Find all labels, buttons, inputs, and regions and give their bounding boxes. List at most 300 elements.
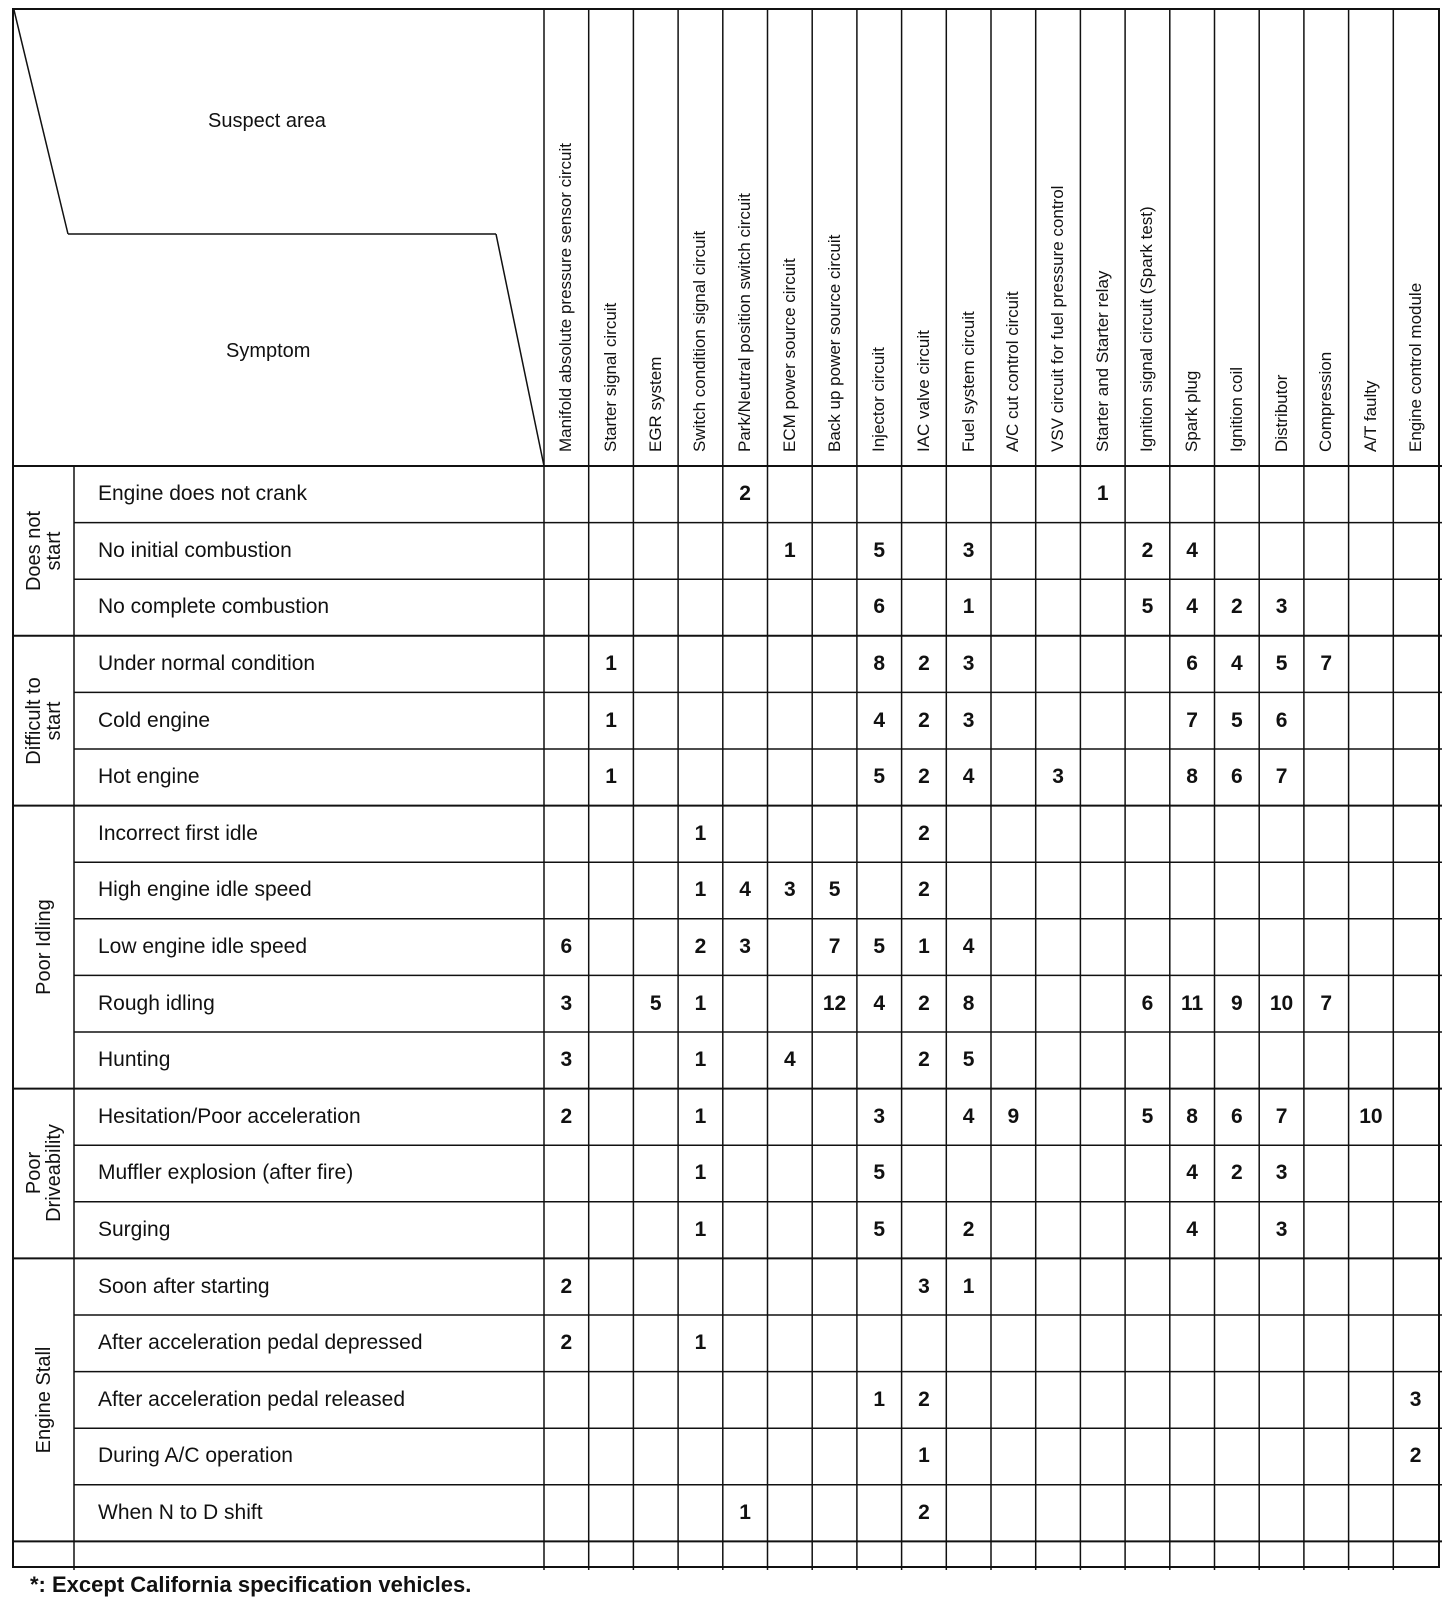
- symptom-label: Soon after starting: [98, 1274, 270, 1298]
- priority-cell: [1215, 919, 1260, 976]
- priority-cell: 2: [918, 765, 930, 789]
- priority-cell: [1036, 1145, 1081, 1202]
- priority-cell: 2: [560, 1104, 573, 1128]
- priority-cell: 1: [784, 538, 796, 562]
- priority-cell: [902, 1315, 947, 1372]
- symptom-group-text: Engine Stall: [33, 1346, 55, 1454]
- symptom-group-text: Difficult to start: [23, 676, 65, 765]
- priority-cell: [1304, 1485, 1349, 1542]
- priority-cell: 2: [1231, 1161, 1243, 1185]
- column-header: [1125, 10, 1170, 476]
- priority-cell: [589, 1315, 634, 1372]
- priority-cell: [768, 1315, 813, 1372]
- priority-cell: 4: [1186, 1161, 1198, 1185]
- priority-cell: [1170, 1032, 1215, 1089]
- priority-cell: 6: [560, 935, 573, 959]
- priority-cell: [1304, 1428, 1349, 1485]
- priority-cell: 4: [962, 765, 975, 789]
- priority-cell: [633, 1258, 678, 1315]
- priority-cell: [589, 1145, 634, 1202]
- priority-cell: [544, 692, 589, 749]
- priority-cell: 4: [962, 1104, 975, 1128]
- column-header-label: Park/Neutral position switch circuit: [735, 193, 755, 452]
- column-header-label: Distributor: [1271, 374, 1291, 452]
- symptom-label: Under normal condition: [98, 652, 316, 676]
- priority-cell: [1125, 1032, 1170, 1089]
- symptom-label: Low engine idle speed: [98, 935, 307, 959]
- column-header: [1036, 10, 1081, 476]
- priority-cell: [812, 692, 857, 749]
- priority-cell: [812, 1372, 857, 1429]
- priority-cell: [991, 806, 1036, 863]
- priority-cell: [1036, 1202, 1081, 1259]
- symptom-label: Cold engine: [98, 708, 211, 732]
- priority-cell: [723, 1258, 768, 1315]
- symptom-label: Muffler explosion (after fire): [98, 1161, 354, 1185]
- priority-cell: 10: [1269, 991, 1294, 1015]
- priority-cell: [1259, 1485, 1304, 1542]
- priority-cell: [589, 1258, 634, 1315]
- priority-cell: [768, 1428, 813, 1485]
- priority-cell: 2: [918, 652, 930, 676]
- priority-cell: 7: [1320, 652, 1333, 676]
- column-header: [544, 10, 589, 476]
- priority-cell: 6: [1231, 1104, 1243, 1128]
- priority-cell: 2: [1231, 595, 1243, 619]
- priority-cell: [1304, 692, 1349, 749]
- priority-cell: [1080, 1485, 1125, 1542]
- column-header: [857, 10, 902, 476]
- priority-cell: [1393, 636, 1438, 693]
- priority-cell: [1036, 1428, 1081, 1485]
- priority-cell: [1080, 862, 1125, 919]
- priority-cell: [1080, 749, 1125, 806]
- priority-cell: [1215, 1202, 1260, 1259]
- priority-cell: [633, 806, 678, 863]
- priority-cell: 3: [1275, 1218, 1288, 1242]
- symptom-label: After acceleration pedal released: [98, 1387, 406, 1411]
- priority-cell: [991, 919, 1036, 976]
- priority-cell: [1125, 919, 1170, 976]
- priority-cell: 1: [694, 1104, 707, 1128]
- priority-cell: [991, 1032, 1036, 1089]
- priority-cell: [812, 1145, 857, 1202]
- priority-cell: [857, 806, 902, 863]
- priority-cell: 4: [1231, 652, 1243, 676]
- priority-cell: [678, 692, 723, 749]
- priority-cell: [1215, 1032, 1260, 1089]
- priority-cell: [1036, 1089, 1081, 1146]
- priority-cell: [589, 1428, 634, 1485]
- priority-cell: [1080, 919, 1125, 976]
- symptom-label: Incorrect first idle: [98, 821, 258, 845]
- priority-cell: [1393, 579, 1438, 636]
- priority-cell: [1349, 1258, 1394, 1315]
- priority-cell: [1393, 692, 1438, 749]
- priority-cell: 2: [1409, 1444, 1422, 1468]
- priority-cell: [1170, 862, 1215, 919]
- priority-cell: [723, 1032, 768, 1089]
- priority-cell: [812, 1315, 857, 1372]
- priority-cell: [723, 806, 768, 863]
- priority-cell: [723, 1372, 768, 1429]
- priority-cell: [544, 1485, 589, 1542]
- priority-cell: [544, 1372, 589, 1429]
- priority-cell: 1: [918, 1444, 930, 1468]
- priority-cell: [857, 466, 902, 523]
- priority-cell: [1036, 975, 1081, 1032]
- priority-cell: [633, 636, 678, 693]
- priority-cell: [589, 1089, 634, 1146]
- priority-cell: [723, 579, 768, 636]
- priority-cell: [1036, 466, 1081, 523]
- priority-cell: 1: [1096, 482, 1109, 506]
- priority-cell: [589, 1032, 634, 1089]
- priority-cell: 3: [1052, 765, 1064, 789]
- priority-cell: [1125, 1315, 1170, 1372]
- priority-cell: [1304, 1032, 1349, 1089]
- priority-cell: [1125, 1258, 1170, 1315]
- priority-cell: 11: [1181, 991, 1204, 1015]
- priority-cell: [589, 579, 634, 636]
- priority-cell: [812, 1202, 857, 1259]
- column-header-label: A/C cut control circuit: [1003, 291, 1023, 452]
- priority-cell: [633, 919, 678, 976]
- priority-cell: [678, 523, 723, 580]
- priority-cell: [768, 806, 813, 863]
- priority-cell: [1304, 1315, 1349, 1372]
- priority-cell: 9: [1231, 991, 1243, 1015]
- priority-cell: [1215, 1428, 1260, 1485]
- column-header: [589, 10, 634, 476]
- priority-cell: [1036, 636, 1081, 693]
- column-header-label: Spark plug: [1182, 370, 1202, 452]
- priority-cell: [723, 692, 768, 749]
- priority-cell: 1: [873, 1387, 886, 1411]
- priority-cell: 3: [1409, 1387, 1422, 1411]
- priority-cell: [1393, 1485, 1438, 1542]
- priority-cell: [1080, 692, 1125, 749]
- priority-cell: 4: [1186, 538, 1198, 562]
- priority-cell: [1349, 1202, 1394, 1259]
- priority-cell: [544, 579, 589, 636]
- priority-cell: [991, 975, 1036, 1032]
- priority-cell: 5: [873, 1161, 886, 1185]
- priority-cell: [1304, 1258, 1349, 1315]
- priority-cell: [1259, 806, 1304, 863]
- priority-cell: [1036, 919, 1081, 976]
- priority-cell: [1304, 862, 1349, 919]
- priority-cell: [1304, 919, 1349, 976]
- priority-cell: [857, 1315, 902, 1372]
- priority-cell: [1349, 579, 1394, 636]
- column-header-label: Compression: [1316, 351, 1336, 452]
- priority-cell: [678, 1258, 723, 1315]
- priority-cell: [1349, 919, 1394, 976]
- priority-cell: [589, 1372, 634, 1429]
- priority-cell: [768, 636, 813, 693]
- priority-cell: [633, 1202, 678, 1259]
- priority-cell: [1080, 1145, 1125, 1202]
- priority-cell: [768, 579, 813, 636]
- priority-cell: [1393, 1202, 1438, 1259]
- priority-cell: [857, 1428, 902, 1485]
- symptom-label: No initial combustion: [98, 538, 292, 562]
- priority-cell: [1393, 806, 1438, 863]
- priority-cell: [544, 523, 589, 580]
- symptom-label: Engine does not crank: [98, 482, 307, 506]
- priority-cell: 2: [918, 708, 930, 732]
- priority-cell: [991, 1372, 1036, 1429]
- priority-cell: [1393, 1258, 1438, 1315]
- priority-cell: [1080, 1428, 1125, 1485]
- priority-cell: 3: [560, 1048, 573, 1072]
- priority-cell: [1304, 466, 1349, 523]
- priority-cell: [1259, 919, 1304, 976]
- priority-cell: 5: [962, 1048, 975, 1072]
- priority-cell: [1170, 1315, 1215, 1372]
- priority-cell: [1215, 523, 1260, 580]
- column-header: [1349, 10, 1394, 476]
- symptom-group-label: [14, 1089, 74, 1259]
- priority-cell: [1080, 1258, 1125, 1315]
- priority-cell: [589, 806, 634, 863]
- priority-cell: [768, 1372, 813, 1429]
- priority-cell: [768, 692, 813, 749]
- priority-cell: [812, 466, 857, 523]
- priority-cell: [589, 1485, 634, 1542]
- priority-cell: [589, 919, 634, 976]
- priority-cell: [678, 1372, 723, 1429]
- priority-cell: [1259, 862, 1304, 919]
- priority-cell: [678, 636, 723, 693]
- priority-cell: [991, 1428, 1036, 1485]
- column-header: [991, 10, 1036, 476]
- priority-cell: 2: [560, 1274, 573, 1298]
- column-header-label: A/T faulty: [1360, 380, 1380, 452]
- priority-cell: [1304, 749, 1349, 806]
- priority-cell: [678, 1428, 723, 1485]
- priority-cell: [768, 749, 813, 806]
- priority-cell: [1080, 1372, 1125, 1429]
- priority-cell: 5: [873, 765, 886, 789]
- priority-cell: [1215, 806, 1260, 863]
- priority-cell: [768, 1145, 813, 1202]
- priority-cell: [1215, 466, 1260, 523]
- column-header: [1393, 10, 1438, 476]
- priority-cell: 1: [694, 991, 707, 1015]
- priority-cell: 3: [560, 991, 573, 1015]
- priority-cell: [812, 636, 857, 693]
- priority-cell: 3: [918, 1274, 930, 1298]
- priority-cell: [1215, 1372, 1260, 1429]
- column-header-label: VSV circuit for fuel pressure control: [1048, 185, 1068, 452]
- priority-cell: [1393, 1032, 1438, 1089]
- priority-cell: 1: [694, 821, 707, 845]
- priority-cell: [1080, 579, 1125, 636]
- priority-cell: [1080, 1089, 1125, 1146]
- priority-cell: [544, 1145, 589, 1202]
- priority-cell: [991, 1485, 1036, 1542]
- priority-cell: [1349, 523, 1394, 580]
- column-header-label: Starter and Starter relay: [1092, 270, 1112, 452]
- symptom-label: Hunting: [98, 1048, 171, 1072]
- priority-cell: 6: [1231, 765, 1243, 789]
- priority-cell: [1036, 1032, 1081, 1089]
- priority-cell: [857, 1485, 902, 1542]
- priority-cell: [1080, 1202, 1125, 1259]
- priority-cell: 10: [1359, 1104, 1383, 1128]
- priority-cell: 2: [918, 1048, 930, 1072]
- priority-cell: [768, 919, 813, 976]
- priority-cell: [991, 692, 1036, 749]
- priority-cell: [1349, 636, 1394, 693]
- priority-cell: [1215, 1258, 1260, 1315]
- priority-cell: [857, 1032, 902, 1089]
- priority-cell: [991, 1145, 1036, 1202]
- priority-cell: [589, 523, 634, 580]
- priority-cell: [857, 1258, 902, 1315]
- priority-cell: 5: [1231, 708, 1243, 732]
- priority-cell: [544, 466, 589, 523]
- column-header-label: Engine control module: [1405, 282, 1425, 452]
- priority-cell: [1125, 466, 1170, 523]
- priority-cell: [1170, 1372, 1215, 1429]
- priority-cell: 5: [828, 878, 841, 902]
- priority-cell: 5: [649, 991, 662, 1015]
- priority-cell: [1259, 523, 1304, 580]
- symptom-group-label: [14, 466, 74, 636]
- priority-cell: [768, 466, 813, 523]
- priority-cell: [544, 749, 589, 806]
- column-header-label: Injector circuit: [869, 347, 889, 452]
- priority-cell: [991, 579, 1036, 636]
- priority-cell: [544, 862, 589, 919]
- priority-cell: [633, 1485, 678, 1542]
- priority-cell: 7: [1320, 991, 1333, 1015]
- priority-cell: [1349, 692, 1394, 749]
- priority-cell: 5: [1141, 1104, 1154, 1128]
- priority-cell: [723, 749, 768, 806]
- priority-cell: [946, 806, 991, 863]
- priority-cell: 2: [918, 1387, 930, 1411]
- priority-cell: [544, 1202, 589, 1259]
- priority-cell: [946, 1372, 991, 1429]
- priority-cell: [1036, 862, 1081, 919]
- priority-cell: 7: [1275, 765, 1288, 789]
- priority-cell: 3: [962, 652, 975, 676]
- priority-cell: [1215, 1315, 1260, 1372]
- priority-cell: [1393, 919, 1438, 976]
- priority-cell: 1: [694, 1161, 707, 1185]
- priority-cell: [633, 1315, 678, 1372]
- priority-cell: 1: [694, 1331, 707, 1355]
- priority-cell: 2: [918, 878, 930, 902]
- priority-cell: [1036, 1258, 1081, 1315]
- symptom-label: Rough idling: [98, 991, 215, 1015]
- symptom-group-text: Poor Idling: [33, 899, 55, 995]
- priority-cell: [723, 1089, 768, 1146]
- priority-cell: [812, 806, 857, 863]
- priority-cell: 1: [605, 652, 617, 676]
- priority-cell: [1215, 1485, 1260, 1542]
- priority-cell: [1349, 1315, 1394, 1372]
- priority-cell: 6: [1275, 708, 1288, 732]
- priority-cell: 1: [918, 935, 930, 959]
- priority-cell: [812, 1485, 857, 1542]
- priority-cell: [991, 636, 1036, 693]
- priority-cell: 6: [1141, 991, 1154, 1015]
- priority-cell: [723, 1315, 768, 1372]
- symptom-label: Hesitation/Poor acceleration: [98, 1104, 361, 1128]
- priority-cell: [589, 1202, 634, 1259]
- priority-cell: [812, 1258, 857, 1315]
- priority-cell: [1036, 692, 1081, 749]
- priority-cell: 7: [828, 935, 841, 959]
- column-header: [946, 10, 991, 476]
- priority-cell: [678, 466, 723, 523]
- column-header: [1170, 10, 1215, 476]
- priority-cell: [1170, 1428, 1215, 1485]
- priority-cell: [946, 1428, 991, 1485]
- priority-cell: [589, 466, 634, 523]
- priority-cell: 9: [1007, 1104, 1020, 1128]
- priority-cell: [633, 466, 678, 523]
- priority-cell: [723, 975, 768, 1032]
- column-header: [1215, 10, 1260, 476]
- priority-cell: [1080, 975, 1125, 1032]
- priority-cell: [1215, 862, 1260, 919]
- priority-cell: 5: [873, 538, 886, 562]
- priority-cell: [1259, 1428, 1304, 1485]
- symptom-label: High engine idle speed: [98, 878, 312, 902]
- priority-cell: [723, 523, 768, 580]
- priority-cell: [723, 1428, 768, 1485]
- column-header: [812, 10, 857, 476]
- column-header-label: Manifold absolute pressure sensor circuit: [556, 143, 576, 452]
- priority-cell: [768, 1202, 813, 1259]
- priority-cell: [812, 749, 857, 806]
- priority-cell: [633, 523, 678, 580]
- priority-cell: [544, 1428, 589, 1485]
- priority-cell: [1036, 1372, 1081, 1429]
- priority-cell: [1170, 1258, 1215, 1315]
- priority-cell: [1036, 523, 1081, 580]
- priority-cell: [1080, 806, 1125, 863]
- priority-cell: [1125, 1145, 1170, 1202]
- column-header: [1080, 10, 1125, 476]
- priority-cell: 8: [962, 991, 975, 1015]
- priority-cell: 5: [873, 1218, 886, 1242]
- priority-cell: [768, 1485, 813, 1542]
- priority-cell: [1304, 806, 1349, 863]
- priority-cell: 3: [962, 538, 975, 562]
- priority-cell: [633, 579, 678, 636]
- priority-cell: [1080, 636, 1125, 693]
- priority-cell: [902, 1145, 947, 1202]
- priority-cell: [1125, 1485, 1170, 1542]
- priority-cell: 2: [560, 1331, 573, 1355]
- priority-cell: [1080, 1032, 1125, 1089]
- column-header-label: IAC valve circuit: [913, 330, 933, 452]
- column-header-label: Fuel system circuit: [958, 311, 978, 452]
- priority-cell: [946, 1145, 991, 1202]
- priority-cell: [1349, 1428, 1394, 1485]
- priority-cell: [1259, 466, 1304, 523]
- priority-cell: [1080, 1315, 1125, 1372]
- priority-cell: [902, 579, 947, 636]
- priority-cell: [1393, 1089, 1438, 1146]
